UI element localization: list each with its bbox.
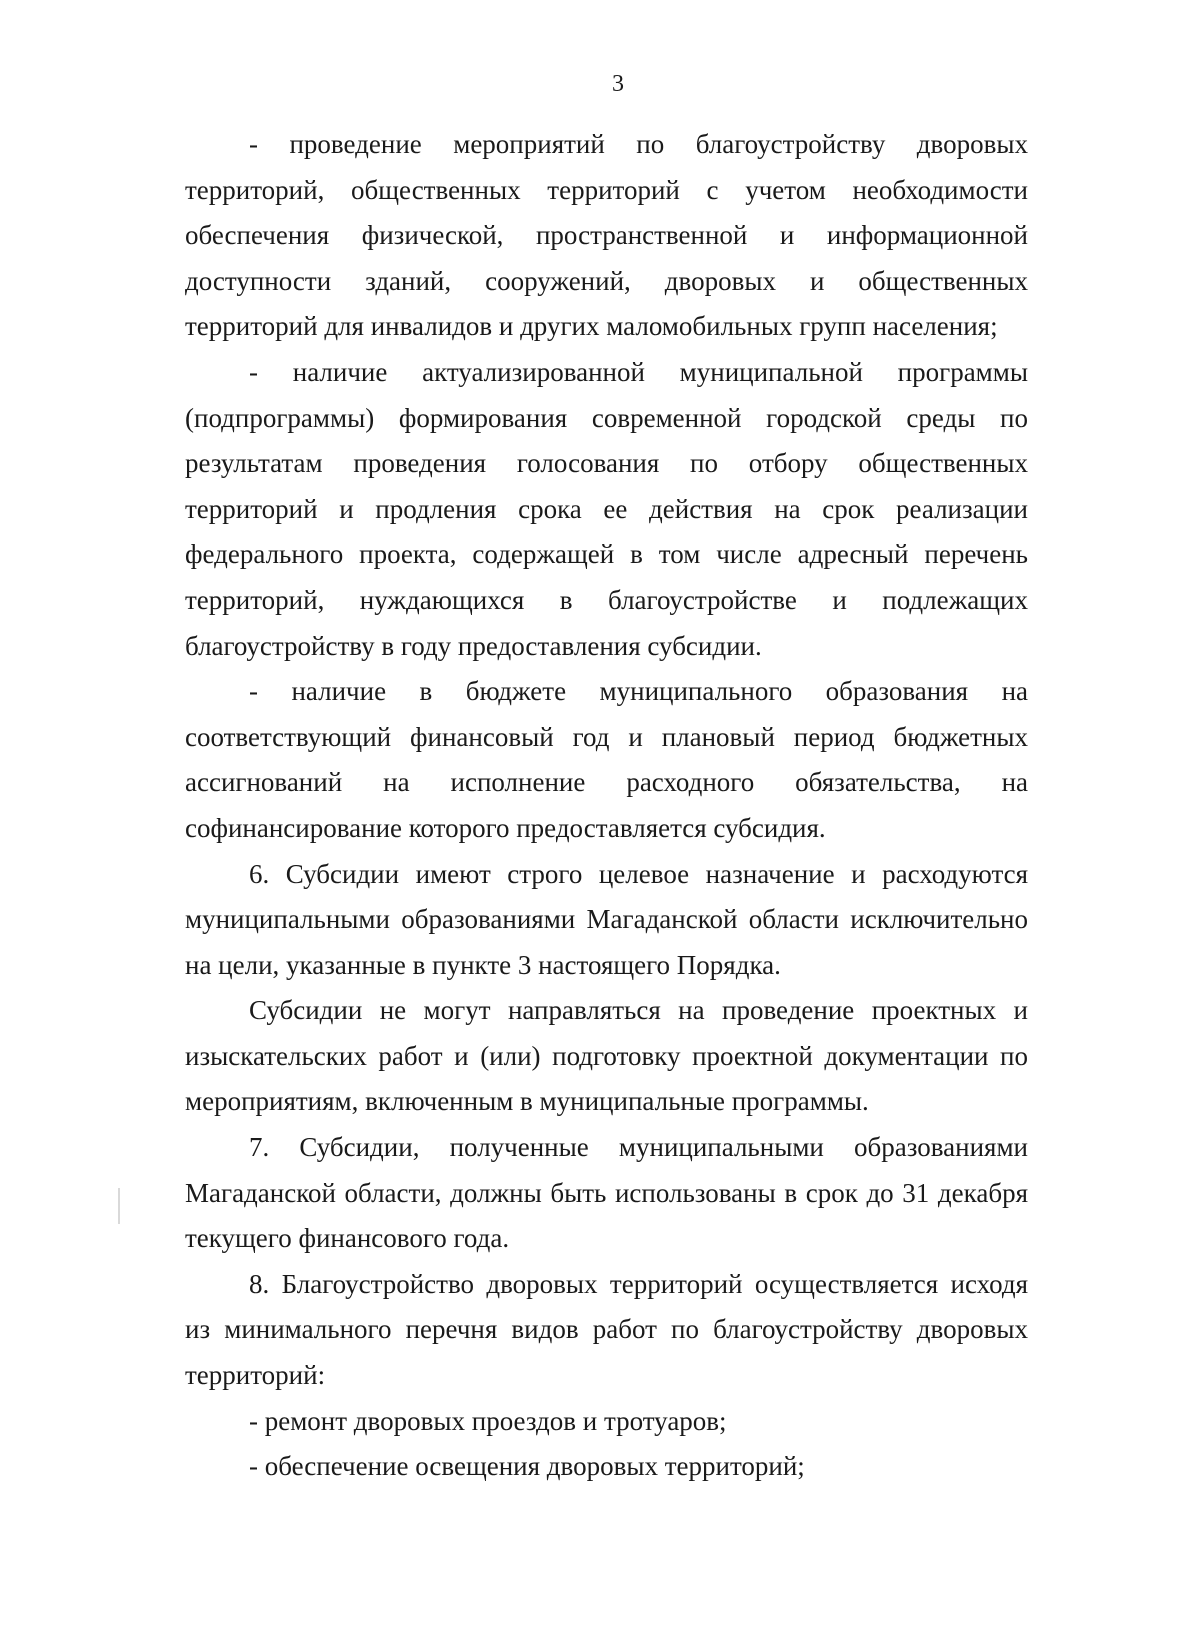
list-item-lighting: - обеспечение освещения дворовых территорий; — [249, 1451, 805, 1482]
paragraph-accessibility: - проведение мероприятий по благоустройству дворовых территорий, общественных территорий с учетом необходимости обеспечения физической, пространственной и информационной доступности зданий, сооружений, дворовых и общественных территорий для инвалидов и других маломобильных групп населения; — [185, 129, 1028, 342]
scan-artifact — [118, 1188, 120, 1224]
paragraph-design-works: Субсидии не могут направляться на проведение проектных и изыскательских работ и (или) подготовку проектной документации по мероприятиям, включенным в муниципальные программы. — [185, 995, 1028, 1117]
paragraph-budget-allocations: - наличие в бюджете муниципального образования на соответствующий финансовый год и плановый период бюджетных ассигнований на исполнение расходного обязательства, на софинансирование которого предоставляется субсидия. — [185, 676, 1028, 843]
document-body — [185, 122, 1028, 1490]
paragraph-municipal-program: - наличие актуализированной муниципальной программы (подпрограммы) формирования современной городской среды по результатам проведения голосования по отбору общественных территорий и продления срока ее действия на срок реализации федерального проекта, содержащей в том числе адресный перечень территорий, нуждающихся в благоустройстве и подлежащих благоустройству в году предоставления субсидии. — [185, 356, 1028, 661]
page-number: 3 — [612, 71, 624, 97]
list-item-road-repair: - ремонт дворовых проездов и тротуаров; — [249, 1405, 727, 1436]
paragraph-item-7: 7. Субсидии, полученные муниципальными образованиями Магаданской области, должны быть использованы в срок до 31 декабря текущего финансового года. — [185, 1132, 1028, 1254]
paragraph-item-6: 6. Субсидии имеют строго целевое назначение и расходуются муниципальными образованиями Магаданской области исключительно на цели, указанные в пункте 3 настоящего Порядка. — [185, 858, 1028, 980]
paragraph-item-8: 8. Благоустройство дворовых территорий осуществляется исходя из минимального перечня видов работ по благоустройству дворовых территорий: — [185, 1268, 1028, 1391]
